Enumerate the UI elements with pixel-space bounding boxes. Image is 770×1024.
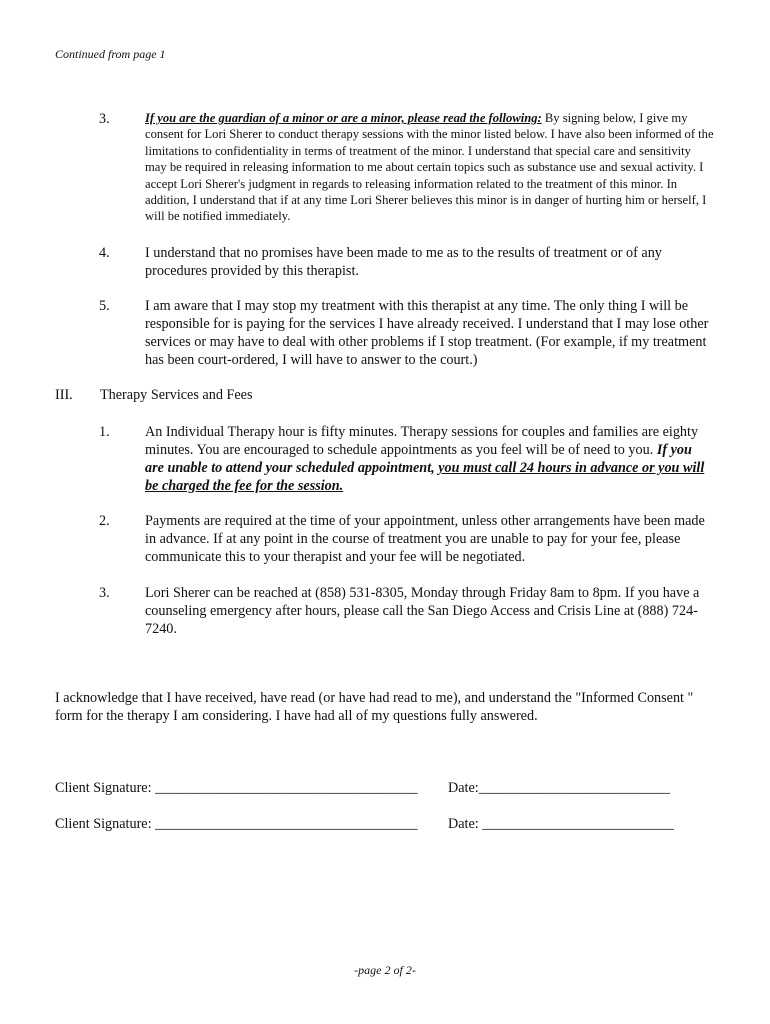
consent-item-5	[99, 297, 714, 369]
item-body	[145, 423, 714, 495]
signature-line-1[interactable]	[55, 780, 671, 797]
client-signature-label[interactable]: Client Signature: _____________________________________	[55, 816, 418, 832]
date-field[interactable]: Date: ___________________________	[448, 816, 674, 832]
section-numeral: III.	[55, 387, 73, 403]
consent-item-3	[99, 110, 714, 225]
item-bold-text: If you are unable to attend your scheduled appointment,	[145, 442, 692, 476]
item-text: I am aware that I may stop my treatment with this therapist at any time. The only thing I will be responsible for is paying for the services I have already received. I understand that I may lose other services or may have to deal with other problems if I stop treatment. (For example, if my treatment has been court-ordered, I will have to answer to the court.)	[145, 298, 709, 368]
item-body	[145, 110, 714, 225]
fees-item-3	[99, 584, 714, 638]
item-number: 4.	[99, 245, 110, 261]
item-text: By signing below, I give my consent for Lori Sherer to conduct therapy sessions with the minor listed below. I have also been informed of the limitations to confidentiality in terms of treatment of the minor. I understand that special care and sensitivity may be required in releasing information to me about certain topics such as substance use and sexual activity. I accept Lori Sherer's judgment in regards to releasing information related to the treatment of this minor. In addition, I understand that if at any time Lori Sherer believes this minor is in danger of hurting him or herself, I will be notified immediately.	[145, 111, 714, 224]
item-bold-underlined-text: you must call 24 hours in advance or you will be charged the fee for the session.	[145, 460, 705, 494]
item-text: I understand that no promises have been made to me as to the results of treatment or of any procedures provided by this therapist.	[145, 245, 662, 279]
consent-item-4	[99, 244, 714, 280]
item-text: An Individual Therapy hour is fifty minutes. Therapy sessions for couples and families are eighty minutes. You are encouraged to schedule appointments as you feel will be of need to you.	[145, 424, 699, 458]
page-number: -page 2 of 2-	[354, 963, 416, 977]
section-heading	[55, 387, 253, 404]
item-number: 5.	[99, 298, 110, 314]
item-number: 3.	[99, 585, 110, 601]
acknowledgement-text: I acknowledge that I have received, have read (or have had read to me), and understand the "Informed Consent " form for the therapy I am considering. I have had all of my questions fully answered.	[55, 690, 694, 724]
fees-item-2	[99, 512, 714, 566]
section-title: Therapy Services and Fees	[100, 387, 253, 403]
signature-line-2[interactable]	[55, 816, 674, 833]
date-field[interactable]: Date:___________________________	[448, 780, 671, 796]
item-text: Payments are required at the time of your appointment, unless other arrangements have been made in advance. If at any point in the course of treatment you are unable to pay for your fee, please communicate this to your therapist and your fee will be negotiated.	[145, 513, 705, 565]
item-number: 1.	[99, 424, 110, 440]
item-number: 3.	[99, 111, 110, 127]
client-signature-label[interactable]: Client Signature: _____________________________________	[55, 780, 418, 796]
item-heading: If you are the guardian of a minor or are a minor, please read the following:	[145, 111, 542, 125]
item-number: 2.	[99, 513, 110, 529]
item-text: Lori Sherer can be reached at (858) 531-8305, Monday through Friday 8am to 8pm. If you have a counseling emergency after hours, please call the San Diego Access and Crisis Line at (888) 724-7240.	[145, 585, 700, 637]
continued-note: Continued from page 1	[55, 47, 166, 61]
fees-item-1	[99, 423, 714, 495]
